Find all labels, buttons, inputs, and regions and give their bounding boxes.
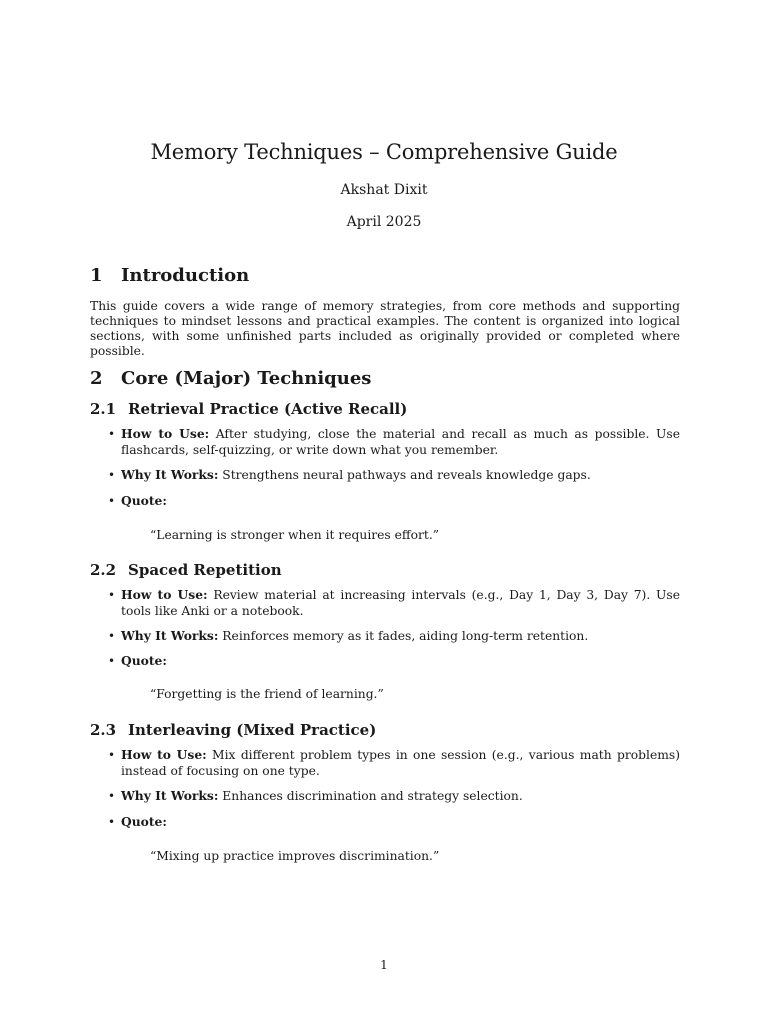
bullet-icon: • — [108, 654, 116, 668]
bullet-text: After studying, close the material and recall as much as possible. Use flashcards, self-quizzing, or write down what you remember. — [121, 427, 680, 457]
subsection-number: 2.2 — [90, 561, 117, 579]
bullet-label: Why It Works: — [121, 467, 219, 482]
subsection-heading-retrieval-practice — [90, 400, 407, 418]
document-author: Akshat Dixit — [340, 182, 428, 198]
quote-text: “Forgetting is the friend of learning.” — [150, 687, 384, 701]
bullet-how-to-use — [108, 587, 680, 619]
subsection-number: 2.1 — [90, 400, 117, 418]
subsection-title: Spaced Repetition — [128, 561, 282, 579]
bullet-text: Strengthens neural pathways and reveals knowledge gaps. — [222, 468, 591, 482]
bullet-label: Quote: — [121, 653, 167, 668]
section-number: 1 — [90, 265, 103, 286]
quote-text: “Mixing up practice improves discrimination.” — [150, 849, 440, 863]
quote-text: “Learning is stronger when it requires effort.” — [150, 528, 440, 542]
page-number: 1 — [380, 958, 388, 972]
bullet-text: Enhances discrimination and strategy selection. — [222, 789, 523, 803]
bullet-icon: • — [108, 629, 116, 643]
bullet-icon: • — [108, 815, 116, 829]
bullet-icon: • — [108, 588, 116, 602]
bullet-how-to-use — [108, 747, 680, 779]
bullet-why-it-works — [108, 788, 680, 804]
bullet-how-to-use — [108, 426, 680, 458]
bullet-text: Reinforces memory as it fades, aiding long-term retention. — [222, 629, 589, 643]
bullet-icon: • — [108, 748, 116, 762]
bullet-text: Mix different problem types in one session (e.g., various math problems) instead of focusing on one type. — [121, 748, 680, 778]
bullet-icon: • — [108, 494, 116, 508]
bullet-label: How to Use: — [121, 426, 210, 441]
section-title: Core (Major) Techniques — [121, 368, 372, 389]
section-title: Introduction — [121, 265, 250, 286]
bullet-label: How to Use: — [121, 747, 207, 762]
subsection-heading-spaced-repetition — [90, 561, 282, 579]
bullet-icon: • — [108, 789, 116, 803]
section-heading-introduction — [90, 265, 249, 286]
bullet-label: Quote: — [121, 814, 167, 829]
document-date: April 2025 — [346, 214, 422, 230]
introduction-paragraph: This guide covers a wide range of memory strategies, from core methods and supporting techniques to mindset lessons and practical examples. The content is organized into logical sections, with some unfinished parts included as originally provided or completed where possible. — [90, 299, 680, 358]
bullet-icon: • — [108, 427, 116, 441]
section-number: 2 — [90, 368, 103, 389]
document-title: Memory Techniques – Comprehensive Guide — [150, 140, 618, 164]
bullet-why-it-works — [108, 628, 680, 644]
bullet-label: Why It Works: — [121, 628, 219, 643]
bullet-quote — [108, 814, 680, 830]
subsection-number: 2.3 — [90, 721, 117, 739]
bullet-label: Quote: — [121, 493, 167, 508]
bullet-why-it-works — [108, 467, 680, 483]
section-heading-core-techniques — [90, 368, 371, 389]
bullet-label: How to Use: — [121, 587, 208, 602]
bullet-icon: • — [108, 468, 116, 482]
subsection-heading-interleaving — [90, 721, 376, 739]
subsection-title: Interleaving (Mixed Practice) — [128, 721, 377, 739]
subsection-title: Retrieval Practice (Active Recall) — [128, 400, 408, 418]
bullet-text: Review material at increasing intervals (e.g., Day 1, Day 3, Day 7). Use tools like Anki or a notebook. — [121, 588, 680, 618]
bullet-label: Why It Works: — [121, 788, 219, 803]
bullet-quote — [108, 653, 680, 669]
bullet-quote — [108, 493, 680, 509]
